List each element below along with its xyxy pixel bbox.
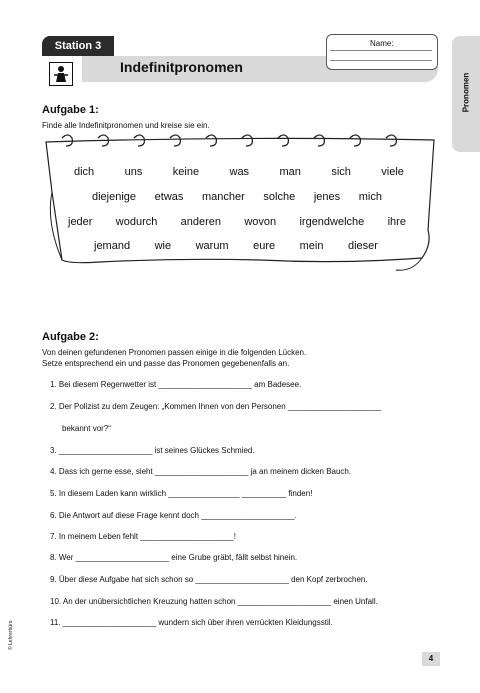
name-label: Name: xyxy=(370,39,394,48)
word[interactable]: eure xyxy=(253,240,276,252)
sentence-row: 2. Der Polizist zu dem Zeugen: „Kommen Ihnen von den Personen _____________________ xyxy=(50,402,382,411)
word[interactable]: sich xyxy=(331,166,351,178)
word[interactable]: mancher xyxy=(202,191,245,203)
word[interactable]: wodurch xyxy=(115,216,158,228)
side-tab-label: Pronomen xyxy=(461,72,471,113)
word[interactable]: jenes xyxy=(313,191,341,203)
word[interactable]: uns xyxy=(124,166,143,178)
word[interactable]: ihre xyxy=(387,216,406,228)
word[interactable]: keine xyxy=(172,166,200,178)
word[interactable]: solche xyxy=(263,191,296,203)
station-badge: Station 3 xyxy=(42,36,114,56)
name-line xyxy=(330,50,432,51)
word-row xyxy=(74,166,404,178)
sentence-row: 1. Bei diesem Regenwetter ist _____________________ am Badesee. xyxy=(50,380,302,389)
word[interactable]: dieser xyxy=(347,240,378,252)
word[interactable]: mich xyxy=(358,191,382,203)
word[interactable]: jemand xyxy=(94,240,131,252)
task2-heading: Aufgabe 2: xyxy=(42,331,99,343)
word[interactable]: irgendwelche xyxy=(299,216,365,228)
sentence-row: 3. _____________________ ist seines Glückes Schmied. xyxy=(50,446,255,455)
name-line xyxy=(330,60,432,61)
sentence-row: 11. _____________________ wundern sich über ihren verrückten Kleidungsstil. xyxy=(50,618,333,627)
word[interactable]: dich xyxy=(74,166,95,178)
sentence-row: 7. In meinem Leben fehlt _____________________! xyxy=(50,532,236,541)
word[interactable]: anderen xyxy=(180,216,222,228)
sentence-row: 4. Dass ich gerne esse, sieht _____________________ ja an meinem dicken Bauch. xyxy=(50,467,352,476)
task2-instruction: Setze entsprechend ein und passe das Pronomen gegebenenfalls an. xyxy=(42,359,290,368)
word-row xyxy=(92,191,382,203)
page-title: Indefinitpronomen xyxy=(120,59,243,75)
note-sheet-icon xyxy=(40,132,440,282)
word[interactable]: diejenige xyxy=(92,191,137,203)
word[interactable]: warum xyxy=(195,240,229,252)
sentence-row: 10. An der unübersichtlichen Kreuzung hatten schon _____________________ einen Unfall. xyxy=(50,597,378,606)
word[interactable]: wovon xyxy=(244,216,277,228)
person-icon xyxy=(49,62,73,86)
word[interactable]: mein xyxy=(299,240,324,252)
task2-instruction: Von deinen gefundenen Pronomen passen einige in die folgenden Lücken. xyxy=(42,348,307,357)
word[interactable]: etwas xyxy=(154,191,184,203)
word-row xyxy=(94,240,378,252)
word[interactable]: was xyxy=(229,166,250,178)
task1-instruction: Finde alle Indefinitpronomen und kreise sie ein. xyxy=(42,121,210,130)
sentence-row: 6. Die Antwort auf diese Frage kennt doch _____________________. xyxy=(50,511,297,520)
page-number: 4 xyxy=(422,652,440,666)
word[interactable]: viele xyxy=(381,166,404,178)
task1-heading: Aufgabe 1: xyxy=(42,104,99,116)
word[interactable]: man xyxy=(279,166,301,178)
copyright: © Lehrerbüro xyxy=(8,620,14,650)
sentence-row: bekannt vor?“ xyxy=(62,424,111,433)
sentence-row: 9. Über diese Aufgabe hat sich schon so _____________________ den Kopf zerbrochen. xyxy=(50,575,368,584)
sentence-row: 8. Wer _____________________ eine Grube gräbt, fällt selbst hinein. xyxy=(50,553,298,562)
word-row xyxy=(68,216,406,228)
word[interactable]: wie xyxy=(154,240,172,252)
word[interactable]: jeder xyxy=(68,216,93,228)
sentence-row: 5. In diesem Laden kann wirklich ________________ __________ finden! xyxy=(50,489,313,498)
